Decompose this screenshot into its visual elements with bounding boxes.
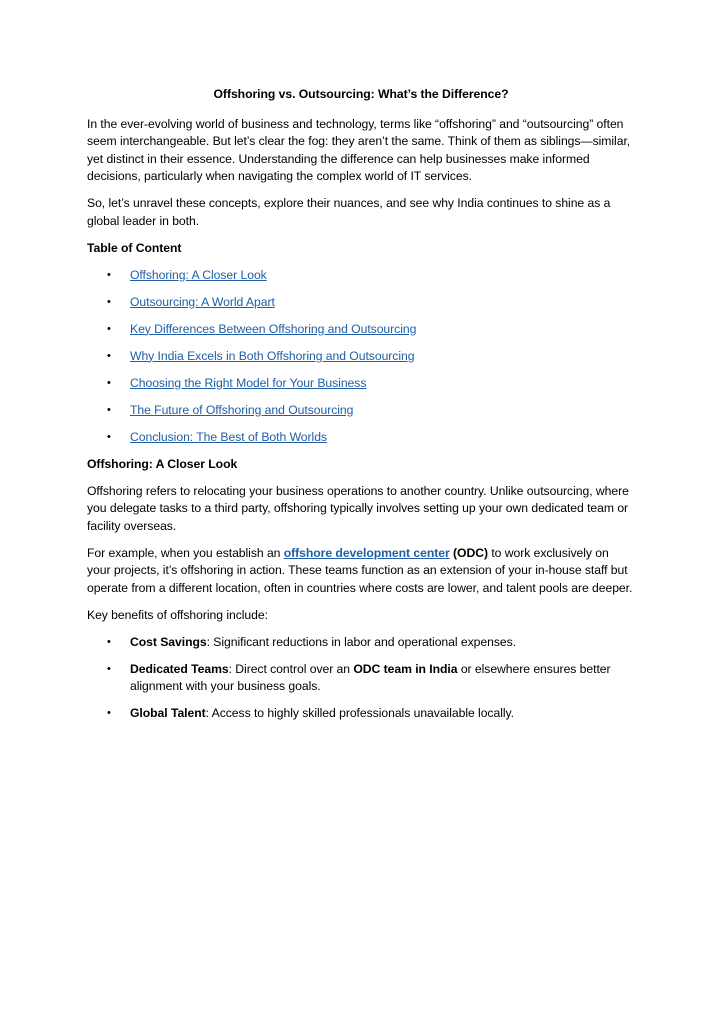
toc-item	[87, 267, 635, 285]
toc-link-key-differences[interactable]: Key Differences Between Offshoring and Outsourcing	[130, 321, 417, 336]
paragraph-text: to work exclusively on your projects, it’s offshoring in action. These teams function as an extension of your in-house staff but operate from a different location, often in countries where costs are lower, and talent pools are deeper.	[87, 545, 633, 595]
benefits-intro: Key benefits of offshoring include:	[87, 607, 268, 622]
bullet-icon: •	[107, 707, 111, 719]
benefit-text: : Significant reductions in labor and operational expenses.	[206, 634, 516, 649]
toc-link-offshoring[interactable]: Offshoring: A Closer Look	[130, 267, 267, 282]
bullet-icon: •	[107, 349, 111, 362]
toc-item	[87, 348, 635, 366]
table-of-contents	[87, 267, 635, 447]
offshore-development-center-link[interactable]: offshore development center	[283, 545, 450, 560]
odc-abbreviation: (ODC)	[449, 545, 488, 560]
benefit-text: : Access to highly skilled professionals unavailable locally.	[205, 706, 514, 720]
toc-heading: Table of Content	[87, 240, 182, 255]
toc-item	[87, 402, 635, 420]
bullet-icon: •	[107, 295, 111, 308]
section-paragraph-2	[87, 545, 635, 598]
section-heading-offshoring: Offshoring: A Closer Look	[87, 456, 238, 471]
toc-item	[87, 294, 635, 312]
intro-paragraph-1: In the ever-evolving world of business and technology, terms like “offshoring” and “outsourcing” often seem interchangeable. But let’s clear the fog: they aren’t the same. Think of them as siblings—similar, yet distinct in their essence. Understanding the difference can help businesses make informed decisions, particularly when navigating the complex world of IT services.	[87, 116, 631, 183]
benefit-label: Dedicated Teams	[130, 661, 229, 676]
document-title: Offshoring vs. Outsourcing: What’s the Difference?	[213, 87, 509, 101]
toc-link-why-india[interactable]: Why India Excels in Both Offshoring and Outsourcing	[130, 348, 415, 363]
toc-link-choosing-model[interactable]: Choosing the Right Model for Your Business	[130, 375, 367, 390]
section-paragraph-1: Offshoring refers to relocating your business operations to another country. Unlike outsourcing, where you delegate tasks to a third party, offshoring typically involves setting up your own dedicated team or facility overseas.	[87, 483, 629, 533]
benefit-item	[87, 705, 635, 723]
bullet-icon: •	[107, 403, 111, 416]
bullet-icon: •	[107, 376, 111, 389]
bullet-icon: •	[107, 430, 111, 443]
toc-item	[87, 429, 635, 447]
toc-link-outsourcing[interactable]: Outsourcing: A World Apart	[130, 294, 275, 309]
bullet-icon: •	[107, 635, 111, 648]
toc-link-future[interactable]: The Future of Offshoring and Outsourcing	[130, 402, 354, 417]
benefit-label: Cost Savings	[130, 634, 207, 649]
benefit-label: Global Talent	[130, 706, 206, 720]
benefit-text: : Direct control over an	[228, 661, 354, 676]
toc-link-conclusion[interactable]: Conclusion: The Best of Both Worlds	[130, 429, 327, 444]
intro-paragraph-2: So, let’s unravel these concepts, explore their nuances, and see why India continues to shine as a global leader in both.	[87, 196, 611, 228]
toc-item	[87, 375, 635, 393]
bullet-icon: •	[107, 662, 111, 675]
bullet-icon: •	[107, 268, 111, 281]
benefit-text: or elsewhere ensures better alignment with your business goals.	[130, 661, 611, 693]
bullet-icon: •	[107, 322, 111, 335]
paragraph-text: For example, when you establish an	[87, 545, 284, 560]
toc-item	[87, 321, 635, 339]
benefit-bold-term: ODC team in India	[353, 661, 458, 676]
benefits-list	[87, 634, 635, 723]
benefit-item	[87, 661, 635, 696]
benefit-item	[87, 634, 635, 652]
document-page	[87, 86, 635, 732]
